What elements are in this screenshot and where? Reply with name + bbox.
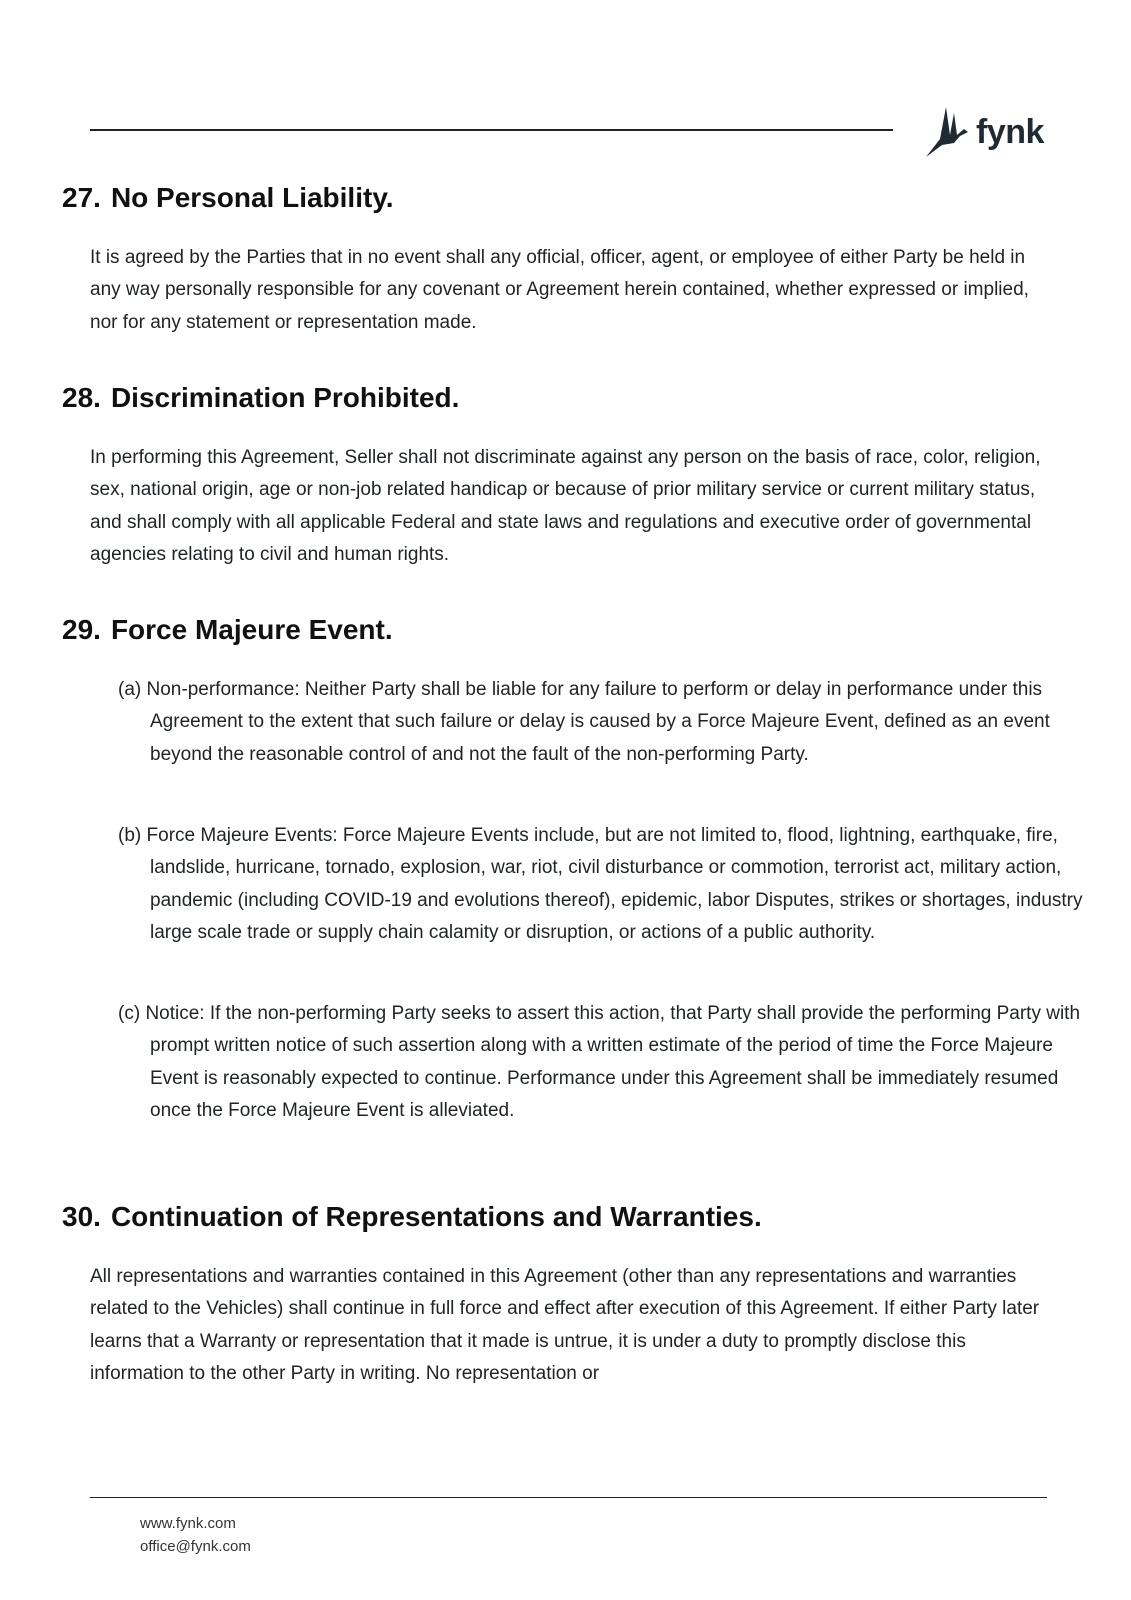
section-number: 29. [62,614,101,645]
section-number: 30. [62,1201,101,1232]
section-29-item-b [118,820,1085,950]
item-text: Non-performance: Neither Party shall be liable for any failure to perform or delay in performance under this Agreement to the extent that such failure or delay is caused by a Force Majeure Event, defined as an event beyond the reasonable control of and not the fault of the non-performing Party. [146,679,1050,765]
section-30-body: All representations and warranties contained in this Agreement (other than any representations and warranties related to the Vehicles) shall continue in full force and effect after execution of this Agreement. If either Party later learns that a Warranty or representation that it made is untrue, it is under a duty to promptly disclose this information to the other Party in writing. No representation or [90,1266,1040,1385]
item-text: Notice: If the non-performing Party seeks to assert this action, that Party shall provide the performing Party with prompt written notice of such assertion along with a written estimate of the period of time the Force Majeure Event is reasonably expected to continue. Performance under this Agreement shall be immediately resumed once the Force Majeure Event is alleviated. [145,1003,1081,1122]
section-28-body: In performing this Agreement, Seller shall not discriminate against any person on the basis of race, color, religion, sex, national origin, age or non-job related handicap or because of prior military service or current military status, and shall comply with all applicable Federal and state laws and regulations and executive order of governmental agencies relating to civil and human rights. [90,447,1041,566]
section-29-heading [62,614,393,646]
section-28-heading [62,382,459,414]
section-29-item-c [118,998,1085,1128]
section-title: Continuation of Representations and Warranties. [110,1201,762,1232]
section-29-item-a [118,674,1085,771]
section-title: No Personal Liability. [110,182,394,213]
item-text: Force Majeure Events: Force Majeure Events include, but are not limited to, flood, lightning, earthquake, fire, landslide, hurricane, tornado, explosion, war, riot, civil disturbance or commotion, terrorist act, military action, pandemic (including COVID-19 and evolutions thereof), epidemic, labor Disputes, strikes or shortages, industry large scale trade or supply chain calamity or disruption, or actions of a public authority. [146,825,1083,944]
section-number: 27. [62,182,101,213]
footer-rule [90,1497,1047,1498]
item-label: (c) [118,1003,141,1024]
section-30-heading [62,1201,762,1233]
section-title: Discrimination Prohibited. [110,382,460,413]
logo [920,104,1044,160]
section-number: 28. [62,382,101,413]
section-27-heading [62,182,394,214]
footer-email: office@fynk.com [140,1538,251,1555]
bird-logo-icon [920,105,972,159]
item-label: (a) [118,679,142,700]
logo-text: fynk [976,113,1044,151]
footer-website: www.fynk.com [140,1515,236,1532]
header-rule [90,129,893,131]
item-label: (b) [118,825,142,846]
section-title: Force Majeure Event. [110,614,393,645]
section-27-body: It is agreed by the Parties that in no event shall any official, officer, agent, or employee of either Party be held in any way personally responsible for any covenant or Agreement herein contained, whether expressed or implied, nor for any statement or representation made. [90,247,1029,333]
